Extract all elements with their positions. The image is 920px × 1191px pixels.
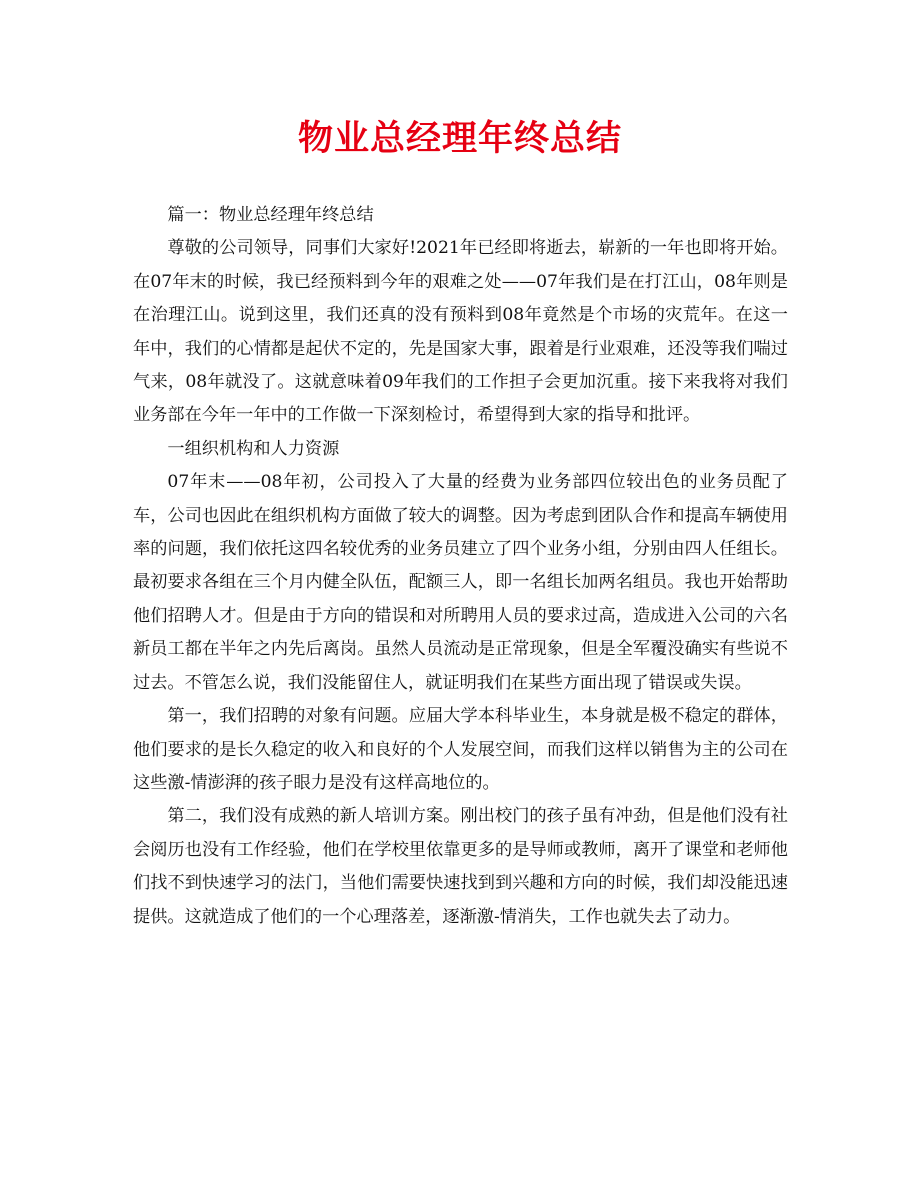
paragraph-point-one: 第一，我们招聘的对象有问题。应届大学本科毕业生，本身就是极不稳定的群体，他们要求的是长久稳定的收入和良好的个人发展空间，而我们这样以销售为主的公司在这些激-情澎湃的孩子眼力是没有这样高地位的。 [133, 706, 788, 793]
document-title: 物业总经理年终总结 [297, 118, 622, 159]
document-body [133, 199, 788, 934]
paragraph-intro: 尊敬的公司领导，同事们大家好!2021年已经即将逝去，崭新的一年也即将开始。在07年末的时候，我已经预料到今年的艰难之处——07年我们是在打江山，08年则是在治理江山。说到这里，我们还真的没有预料到08年竟然是个市场的灾荒年。在这一年中，我们的心情都是起伏不定的，先是国家大事，跟着是行业艰难，还没等我们喘过气来，08年就没了。这就意味着09年我们的工作担子会更加沉重。接下来我将对我们业务部在今年一年中的工作做一下深刻检讨，希望得到大家的指导和批评。 [133, 238, 788, 426]
paragraph-point-two: 第二，我们没有成熟的新人培训方案。刚出校门的孩子虽有冲劲，但是他们没有社会阅历也没有工作经验，他们在学校里依靠更多的是导师或教师，离开了课堂和老师他们找不到快速学习的法门，当他们需要快速找到到兴趣和方向的时候，我们却没能迅速提供。这就造成了他们的一个心理落差，逐渐激-情消失，工作也就失去了动力。 [133, 806, 788, 927]
section-heading: 一组织机构和人力资源 [167, 438, 340, 459]
section-heading: 篇一：物业总经理年终总结 [167, 205, 374, 225]
paragraph-organization: 07年末——08年初，公司投入了大量的经费为业务部四位较出色的业务员配了车，公司也因此在组织机构方面做了较大的调整。因为考虑到团队合作和提高车辆使用率的问题，我们依托这四名较优秀的业务员建立了四个业务小组，分别由四人任组长。最初要求各组在三个月内健全队伍，配额三人，即一名组长加两名组员。我也开始帮助他们招聘人才。但是由于方向的错误和对所聘用人员的要求过高，造成进入公司的六名新员工都在半年之内先后离岗。虽然人员流动是正常现象，但是全军覆没确实有些说不过去。不管怎么说，我们没能留住人，就证明我们在某些方面出现了错误或失误。 [133, 472, 788, 693]
